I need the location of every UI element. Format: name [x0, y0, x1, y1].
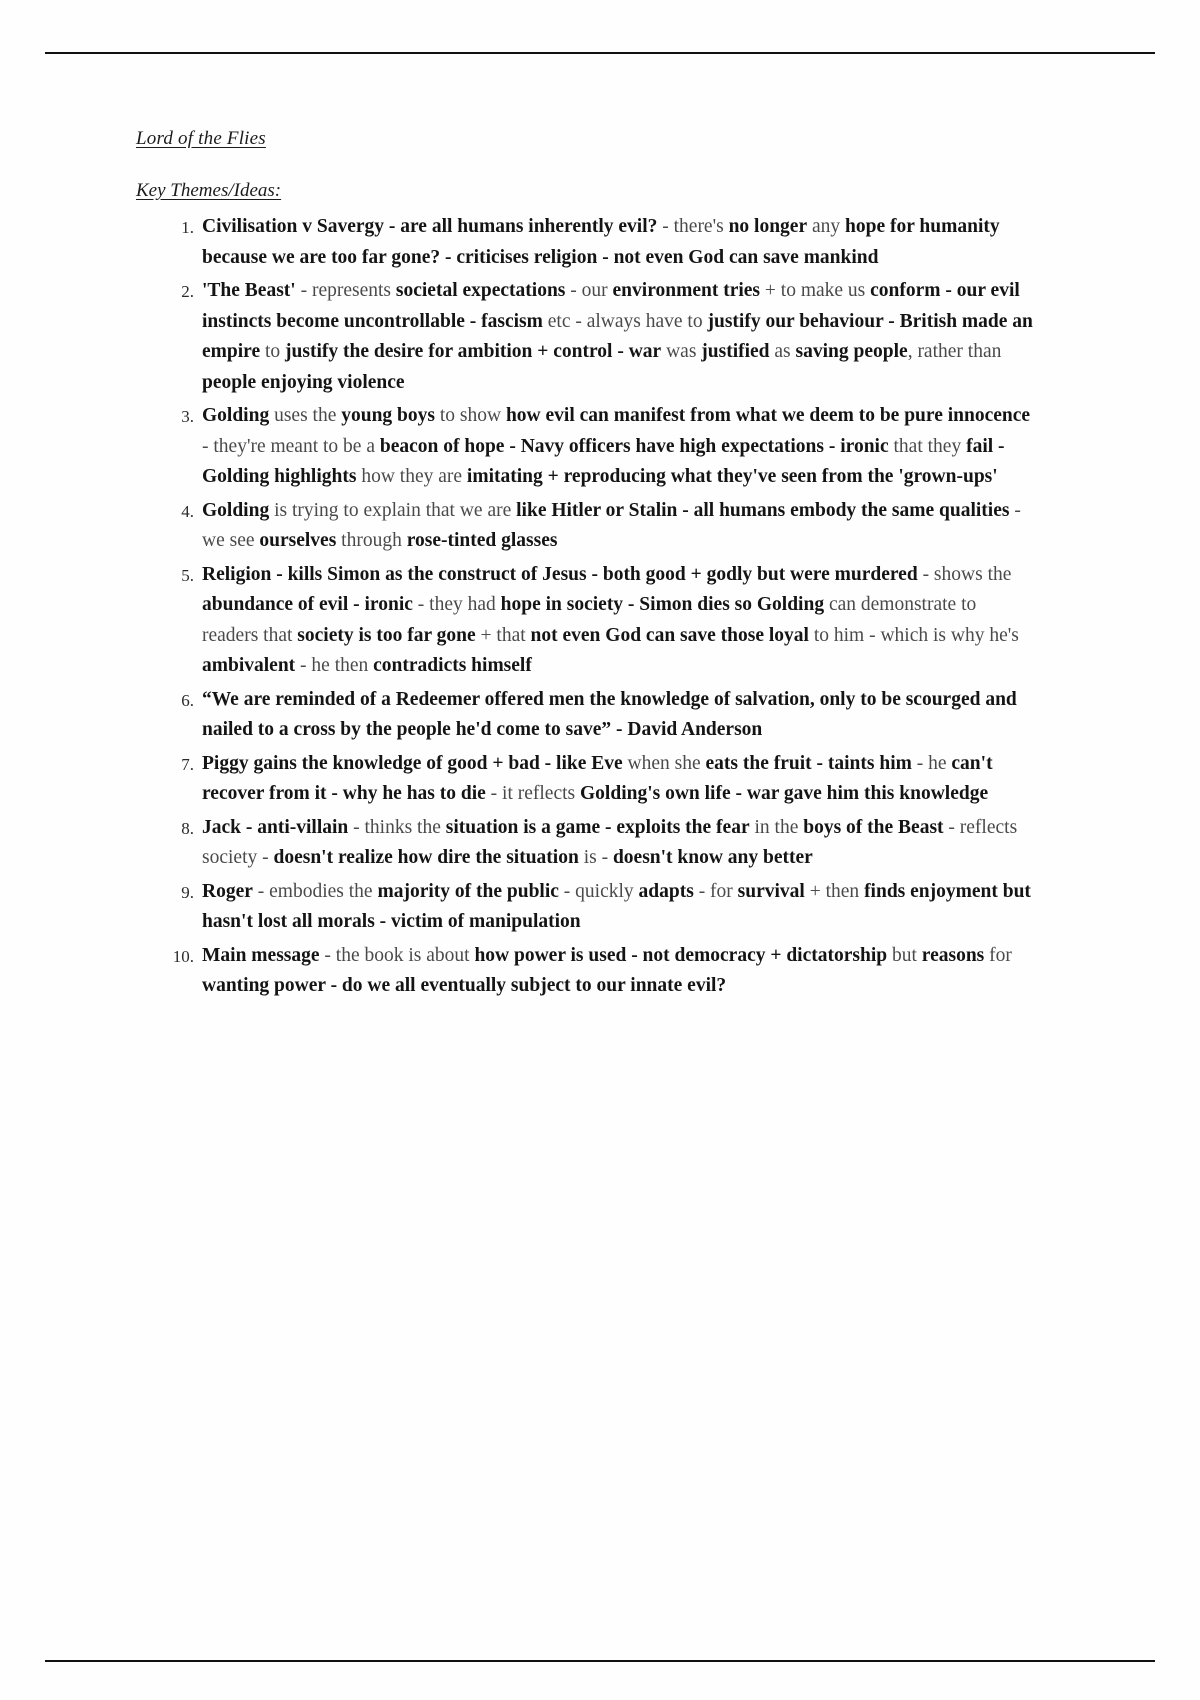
list-item — [202, 877, 1036, 938]
list-item-text: Golding's own life - war gave him this knowledge — [580, 783, 989, 804]
list-item-text: rose-tinted glasses — [406, 530, 558, 551]
list-item-text: was — [661, 341, 702, 362]
list-item-text: justified — [701, 341, 770, 362]
list-item-text: - embodies the — [252, 880, 378, 902]
list-item-text: how they are — [356, 466, 467, 487]
list-item-text: societal expectations — [395, 280, 566, 301]
list-item-text: when she — [622, 752, 706, 774]
list-item-text: young boys — [341, 405, 435, 426]
list-item-text: boys of the Beast — [803, 816, 944, 838]
list-item — [202, 749, 1036, 810]
list-item-text: is - — [578, 847, 613, 868]
list-item-text: ourselves — [259, 530, 337, 551]
list-item-text: fail - Golding highlights — [202, 435, 1005, 487]
list-item — [202, 685, 1036, 746]
list-item-text: to — [260, 341, 286, 362]
list-item-text: + that — [475, 624, 531, 646]
list-item-text: Golding — [202, 405, 270, 426]
list-item-text: doesn't realize how dire the situation — [273, 847, 579, 868]
list-item-text: environment tries — [612, 280, 761, 301]
list-item-text: hope for humanity because we are too far gone? - criticises religion - not even God can save mankind — [202, 216, 1000, 268]
list-item-text: hope in society - Simon dies so Golding — [500, 594, 825, 615]
footer-rule — [45, 1660, 1155, 1662]
list-item-text: how evil can manifest from what we deem to be pure innocence — [505, 405, 1031, 426]
list-item-text: not even God can save those loyal — [530, 624, 809, 646]
list-item-text: is trying to explain that we are — [269, 499, 517, 521]
list-item-text: can't recover from it - why he has to die — [202, 752, 993, 804]
list-item-text: contradicts himself — [373, 655, 532, 676]
list-item-text: reasons — [921, 944, 985, 966]
list-item-text: - they're meant to be a — [202, 435, 380, 457]
list-item-text: survival — [737, 880, 805, 902]
list-item-text: - he then — [295, 655, 374, 676]
list-item-text: situation is a game - exploits the fear — [445, 816, 750, 838]
list-item-text: imitating + reproducing what they've seen from the 'grown-ups' — [466, 466, 998, 487]
key-themes-list — [136, 212, 1036, 1002]
list-item-text: - we see — [202, 499, 1021, 551]
list-item-text: through — [336, 530, 407, 551]
list-item-text: how power is used - not democracy + dictatorship — [474, 944, 888, 966]
list-item-text: beacon of hope - Navy officers have high expectations - ironic — [379, 435, 889, 457]
list-item-text: that they — [888, 435, 967, 457]
list-item-text: - for — [693, 880, 738, 902]
list-item-text: as — [769, 341, 796, 362]
list-item-text: Golding — [202, 499, 270, 521]
list-item-text: wanting power - do we all eventually subject to our innate evil? — [202, 975, 727, 996]
list-item — [202, 813, 1036, 874]
list-item-text: , rather than — [907, 341, 1002, 362]
list-item-text: - they had — [412, 594, 501, 615]
list-item — [202, 560, 1036, 682]
list-item-text: to show — [434, 405, 506, 426]
list-item-text: saving people — [795, 341, 908, 362]
list-item-text: for — [984, 944, 1012, 966]
list-item-text: - he — [911, 752, 952, 774]
list-item-text: adapts — [638, 880, 694, 902]
list-item — [202, 401, 1036, 493]
list-item-text: - it reflects — [485, 783, 581, 804]
list-item-text: + then — [804, 880, 865, 902]
page-title: Lord of the Flies — [136, 128, 266, 149]
list-item-text: finds enjoyment but hasn't lost all morals - victim of manipulation — [202, 880, 1031, 932]
list-item-text: Main message — [202, 944, 320, 966]
list-item-text: - quickly — [558, 880, 639, 902]
document-body — [136, 128, 1036, 1005]
list-item-text: etc - always have to — [542, 310, 708, 332]
section-heading: Key Themes/Ideas: — [136, 180, 282, 201]
list-item-text: people enjoying violence — [202, 371, 405, 393]
list-item-text: “We are reminded of a Redeemer offered men the knowledge of salvation, only to be scourged and nailed to a cross by the people he'd come to save” - David Anderson — [202, 688, 1017, 740]
list-item-text: - shows the — [917, 563, 1012, 585]
list-item-text: - the book is about — [319, 944, 475, 966]
list-item-text: Roger — [202, 880, 253, 902]
list-item-text: majority of the public — [377, 880, 559, 902]
list-item-text: - there's — [657, 216, 729, 237]
list-item-text: but — [887, 944, 922, 966]
list-item — [202, 212, 1036, 273]
list-item-text: in the — [749, 816, 804, 838]
list-item — [202, 496, 1036, 557]
list-item-text: - reflects society - — [202, 816, 1018, 868]
list-item-text: Jack - anti-villain — [202, 816, 349, 838]
list-item-text: Piggy gains the knowledge of good + bad - like Eve — [202, 752, 623, 774]
list-item-text: no longer — [728, 216, 808, 237]
list-item-text: conform - our evil instincts become uncontrollable - fascism — [202, 280, 1020, 332]
list-item-text: - thinks the — [348, 816, 446, 838]
list-item-text: uses the — [269, 405, 342, 426]
list-item-text: like Hitler or Stalin - all humans embody the same qualities — [516, 499, 1010, 521]
list-item-text: - represents — [295, 280, 396, 301]
list-item-text: 'The Beast' — [202, 280, 296, 301]
list-item-text: Religion - kills Simon as the construct of Jesus - both good + godly but were murdered — [202, 563, 918, 585]
list-item-text: can demonstrate to readers that — [202, 594, 977, 646]
list-item-text: any — [807, 216, 846, 237]
list-item-text: society is too far gone — [297, 624, 476, 646]
header-rule — [45, 52, 1155, 54]
list-item — [202, 941, 1036, 1002]
list-item-text: to him - which is why he's — [808, 624, 1019, 646]
list-item-text: + to make us — [760, 280, 871, 301]
list-item-text: ambivalent — [202, 655, 296, 676]
list-item-text: abundance of evil - ironic — [202, 594, 413, 615]
list-item — [202, 276, 1036, 398]
list-item-text: eats the fruit - taints him — [705, 752, 912, 774]
list-item-text: Civilisation v Savergy - are all humans inherently evil? — [202, 216, 658, 237]
list-item-text: justify our behaviour - British made an empire — [202, 310, 1033, 362]
list-item-text: justify the desire for ambition + control - war — [285, 341, 662, 362]
list-item-text: - our — [565, 280, 613, 301]
list-item-text: doesn't know any better — [612, 847, 813, 868]
